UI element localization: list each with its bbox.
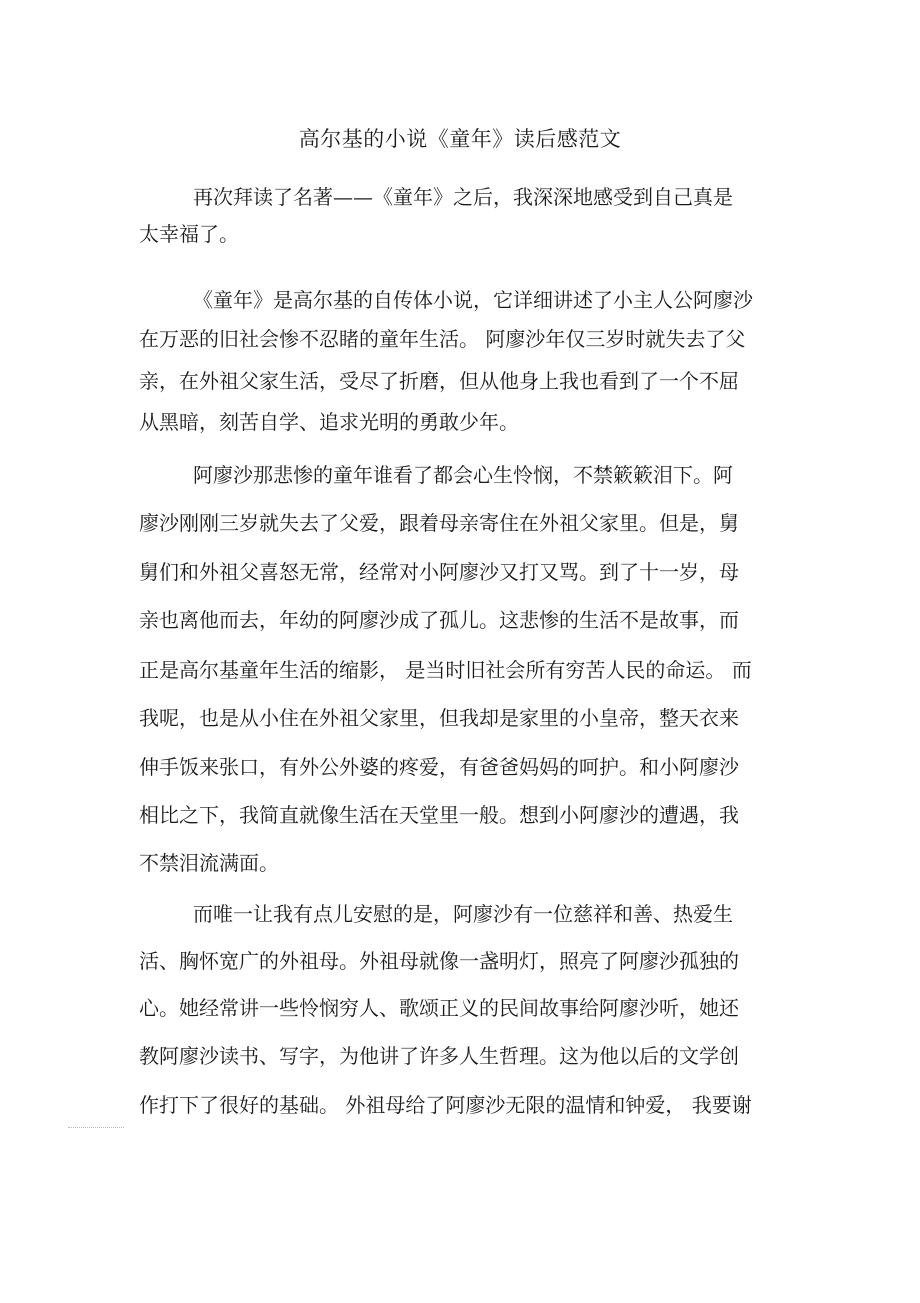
page-title: 高尔基的小说《童年》读后感范文 [298,127,622,151]
paragraph-4-line-1: 而唯一让我有点儿安慰的是，阿廖沙有一位慈祥和善、热爱生 [193,902,733,926]
paragraph-1-line-1: 再次拜读了名著——《童年》之后，我深深地感受到自己真是 [193,185,733,209]
paragraph-1-line-2: 太幸福了。 [139,222,239,246]
paragraph-3-line-5: 正是高尔基童年生活的缩影， 是当时旧社会所有穷苦人民的命运。 而 [139,658,752,682]
paragraph-2-line-3: 亲，在外祖父家生活，受尽了折磨，但从他身上我也看到了一个不屈 [139,369,739,393]
paragraph-4-line-3: 心。她经常讲一些怜悯穷人、歌颂正义的民间故事给阿廖沙听，她还 [139,996,739,1020]
paragraph-3-line-7: 伸手饭来张口，有外公外婆的疼爱，有爸爸妈妈的呵护。和小阿廖沙 [139,755,739,779]
paragraph-3-line-9: 不禁泪流满面。 [139,851,279,875]
paragraph-4-line-5: 作打下了很好的基础。 外祖母给了阿廖沙无限的温情和钟爱， 我要谢 [139,1093,752,1117]
paragraph-2-line-4: 从黑暗，刻苦自学、追求光明的勇敢少年。 [139,410,519,434]
paragraph-2-line-2: 在万恶的旧社会惨不忍睹的童年生活。 阿廖沙年仅三岁时就失去了父 [139,327,746,351]
paragraph-3-line-6: 我呢，也是从小住在外祖父家里，但我却是家里的小皇帝，整天衣来 [139,706,739,730]
paragraph-3-line-4: 亲也离他而去，年幼的阿廖沙成了孤儿。这悲惨的生活不是故事，而 [139,608,739,632]
paragraph-3-line-3: 舅们和外祖父喜怒无常，经常对小阿廖沙又打又骂。到了十一岁，母 [139,560,739,584]
paragraph-4-line-4: 教阿廖沙读书、写字，为他讲了许多人生哲理。这为他以后的文学创 [139,1044,739,1068]
paragraph-3-line-2: 廖沙刚刚三岁就失去了父爱，跟着母亲寄住在外祖父家里。但是，舅 [139,511,739,535]
footer-divider [68,1127,124,1128]
paragraph-4-line-2: 活、胸怀宽广的外祖母。外祖母就像一盏明灯，照亮了阿廖沙孤独的 [139,949,739,973]
paragraph-3-line-1: 阿廖沙那悲惨的童年谁看了都会心生怜悯，不禁簌簌泪下。阿 [193,463,733,487]
paragraph-2-line-1: 《童年》是高尔基的自传体小说，它详细讲述了小主人公阿廖沙 [193,288,753,312]
paragraph-3-line-8: 相比之下，我简直就像生活在天堂里一般。想到小阿廖沙的遭遇，我 [139,803,739,827]
